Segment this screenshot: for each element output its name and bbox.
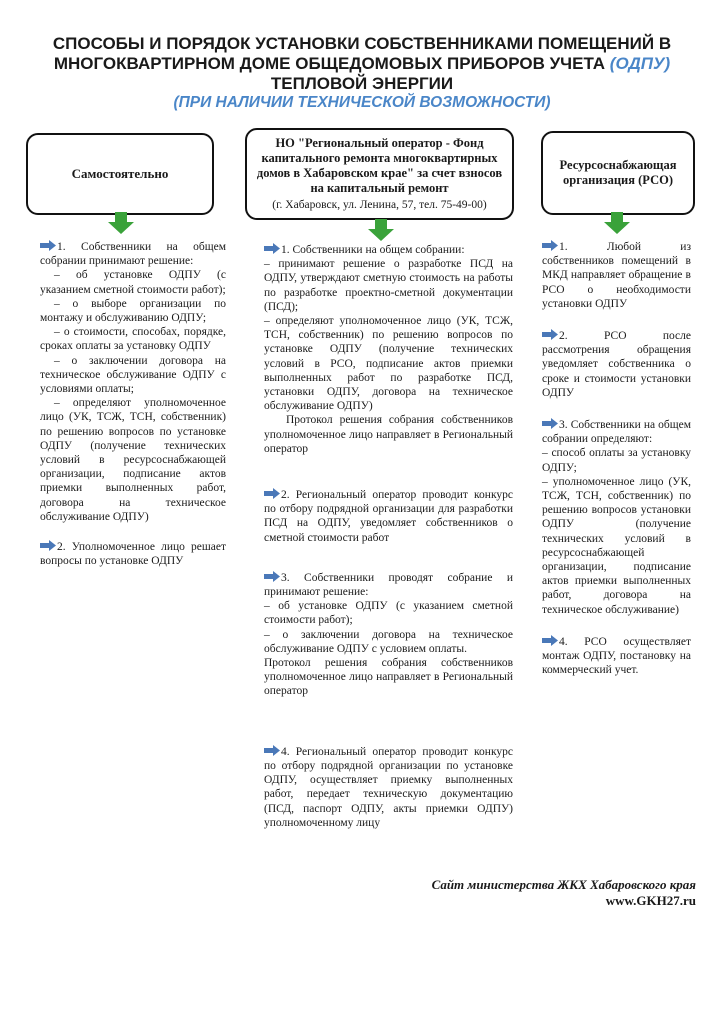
list-item: Протокол решения собрания собственников уполномоченное лицо направляет в Региональный оператор xyxy=(264,657,513,698)
box-regional-operator xyxy=(245,128,514,220)
box-operator-label: НО "Региональный оператор - Фонд капитального ремонта многоквартирных домов в Хабаровском крае" за счет взносов на капитальный ремонт xyxy=(256,135,503,195)
list-item: – о стоимости, способах, порядке, сроках оплаты за установку ОДПУ xyxy=(40,326,226,353)
arrow-bullet-icon xyxy=(542,635,558,646)
list-item: – об установке ОДПУ (с указанием сметной стоимости работ); xyxy=(264,600,513,627)
list-item: – способ оплаты за установку ОДПУ; xyxy=(542,447,691,474)
list-item: 4. Региональный оператор проводит конкурс по отбору подрядной организации по установке ОДПУ, осуществляет приемку выполненных работ, передает техническую документацию (ПСД, паспорт ОДПУ, акты приемки ОДПУ) уполномоченному лицу xyxy=(264,745,513,829)
box-self xyxy=(26,133,214,215)
list-item: – о заключении договора на техническое обслуживание ОДПУ с условиями оплаты; xyxy=(40,354,226,396)
list-item: 4. РСО осуществляет монтаж ОДПУ, постановку на коммерческий учет. xyxy=(542,635,691,677)
footer xyxy=(432,877,696,909)
step-2 xyxy=(542,329,691,400)
arrow-bullet-icon xyxy=(40,540,56,551)
list-item: – уполномоченное лицо (УК, ТСЖ, ТСН, собственник) по решению вопросов установки ОДПУ (получение технических условий в ресурсоснабжающей организации, подписание актов приемки выполненных работ, договора на техническое обслуживание) xyxy=(542,475,691,616)
title-highlight: (ОДПУ) xyxy=(609,54,671,73)
list-item: 1. Любой из собственников помещений в МКД направляет обращение в РСО о необходимости установки ОДПУ xyxy=(542,241,691,310)
list-item: 2. Региональный оператор проводит конкурс по отбору подрядной организации для разработки ПСД на ОДПУ, уведомляет собственников о сметной стоимости работ xyxy=(264,489,513,544)
list-item: 1. Собственники на общем собрании принимают решение: xyxy=(40,241,226,268)
step-4 xyxy=(264,745,513,830)
step-3 xyxy=(542,418,691,617)
box-self-label: Самостоятельно xyxy=(71,166,169,181)
box-rso xyxy=(541,131,695,215)
arrow-bullet-icon xyxy=(264,488,280,499)
column-self xyxy=(40,240,226,568)
title-text: СПОСОБЫ И ПОРЯДОК УСТАНОВКИ СОБСТВЕННИКАМИ ПОМЕЩЕНИЙ В МНОГОКВАРТИРНОМ ДОМЕ ОБЩЕДОМОВЫХ ПРИБОРОВ УЧЕТА xyxy=(52,34,672,73)
footer-url[interactable]: www.GKH27.ru xyxy=(605,893,696,908)
step-1 xyxy=(264,243,513,456)
footer-site-name: Сайт министерства ЖКХ Хабаровского края xyxy=(431,877,696,892)
step-4 xyxy=(542,635,691,678)
green-arrow-down-icon xyxy=(368,219,394,241)
box-operator-address: (г. Хабаровск, ул. Ленина, 57, тел. 75-49-00) xyxy=(272,198,487,211)
green-arrow-down-icon xyxy=(108,212,134,234)
step-3 xyxy=(264,571,513,699)
list-item: 3. Собственники на общем собрании определяют: xyxy=(542,419,691,446)
list-item: 2. Уполномоченное лицо решает вопросы по установке ОДПУ xyxy=(40,541,226,568)
list-item: – определяют уполномоченное лицо (УК, ТСЖ, ТСН, собственник) по решению вопросов по установке ОДПУ (получение технических условий в ресурсоснабжающей организации, подписание актов приемки выполненных работ, договора на техническое обслуживание ОДПУ) xyxy=(40,397,226,523)
arrow-bullet-icon xyxy=(40,240,56,251)
list-item: – о выборе организации по монтажу и обслуживанию ОДПУ; xyxy=(40,297,226,325)
arrow-bullet-icon xyxy=(542,240,558,251)
title-text-end: ТЕПЛОВОЙ ЭНЕРГИИ xyxy=(270,74,454,93)
arrow-bullet-icon xyxy=(264,571,280,582)
column-rso xyxy=(542,240,691,695)
green-arrow-down-icon xyxy=(604,212,630,234)
list-item: 2. РСО после рассмотрения обращения уведомляет собственника о сроке и стоимости установки ОДПУ xyxy=(542,330,691,399)
step-1 xyxy=(542,240,691,311)
step-2 xyxy=(264,488,513,545)
arrow-bullet-icon xyxy=(542,418,558,429)
page-title xyxy=(20,34,704,94)
list-item: Протокол решения собрания собственников уполномоченное лицо направляет в Региональный оператор xyxy=(264,414,513,455)
arrow-bullet-icon xyxy=(264,243,280,254)
page-subtitle: (ПРИ НАЛИЧИИ ТЕХНИЧЕСКОЙ ВОЗМОЖНОСТИ) xyxy=(173,94,551,111)
list-item: – определяют уполномоченное лицо (УК, ТСЖ, ТСН, собственник) по решению вопросов по установке ОДПУ (получение технических условий в РСО, подписание актов приемки выполненных работ по разработке ПСД, установки ОДПУ, договора на техническое обслуживание ОДПУ) xyxy=(264,315,513,413)
list-item: – принимают решение о разработке ПСД на ОДПУ, утверждают сметную стоимость на работы по разработке проектно-сметной документации (ПСД); xyxy=(264,258,513,313)
column-operator xyxy=(264,243,513,848)
list-item: – о заключении договора на техническое обслуживание ОДПУ с условием оплаты. xyxy=(264,628,513,655)
arrow-bullet-icon xyxy=(542,329,558,340)
arrow-bullet-icon xyxy=(264,745,280,756)
list-item: 1. Собственники на общем собрании: xyxy=(264,243,513,257)
list-item: – об установке ОДПУ (с указанием сметной стоимости работ); xyxy=(40,269,226,296)
box-rso-label: Ресурсоснабжающая организация (РСО) xyxy=(559,158,677,187)
list-item: 3. Собственники проводят собрание и принимают решение: xyxy=(264,571,513,599)
